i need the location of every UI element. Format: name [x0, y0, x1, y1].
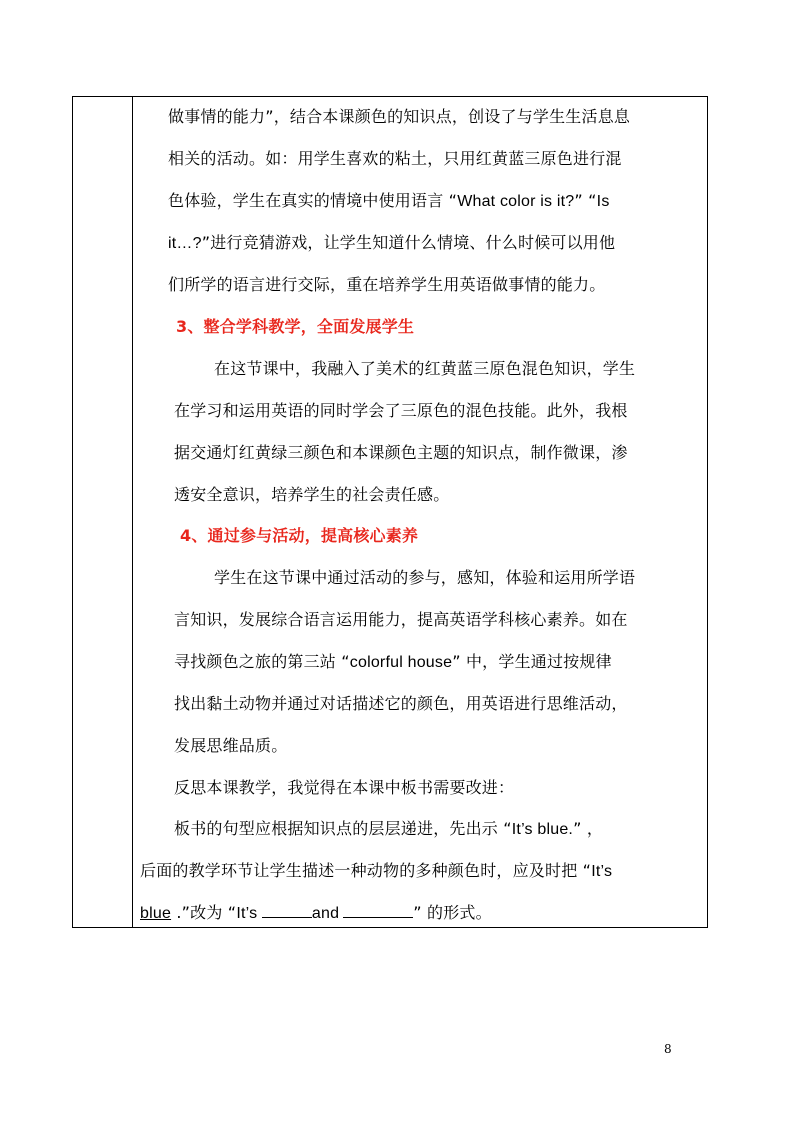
text-span: ” 的形式。 [413, 903, 492, 922]
text-line: 据交通灯红黄绿三颜色和本课颜色主题的知识点，制作微课，渗 [174, 443, 628, 462]
text-line [140, 861, 612, 882]
text-line [168, 233, 615, 254]
text-line: 在这节课中，我融入了美术的红黄蓝三原色混色知识，学生 [214, 359, 636, 378]
text-span: ” 中，学生通过按规律 [452, 652, 612, 671]
text-span: ” “ [574, 191, 597, 210]
underlined-word: blue [140, 905, 172, 922]
text-line [168, 191, 610, 212]
text-span: ” ， [573, 819, 604, 838]
fill-blank-1 [262, 903, 312, 918]
text-line: 在学习和运用英语的同时学会了三原色的混色技能。此外，我根 [174, 401, 628, 420]
text-line [174, 819, 603, 840]
english-phrase: Is [596, 193, 610, 210]
table-right-cell [134, 97, 707, 927]
text-line: 发展思维品质。 [174, 736, 288, 755]
section-heading-4: 4、通过参与活动，提高核心素养 [180, 526, 419, 545]
table-left-cell [73, 97, 133, 927]
page-number: 8 [664, 1042, 672, 1056]
text-line: 们所学的语言进行交际，重在培养学生用英语做事情的能力。 [168, 275, 606, 294]
text-span: .”改为 “ [171, 903, 237, 922]
english-phrase: colorful house [349, 654, 453, 671]
text-line: 反思本课教学，我觉得在本课中板书需要改进： [174, 778, 515, 797]
text-line: 言知识，发展综合语言运用能力，提高英语学科核心素养。如在 [174, 610, 628, 629]
english-phrase: it…? [168, 235, 202, 252]
text-span: 后面的教学环节让学生描述一种动物的多种颜色时，应及时把 “ [140, 861, 592, 880]
text-span: 色体验，学生在真实的情境中使用语言 “ [168, 191, 458, 210]
english-phrase: It’s blue. [511, 821, 574, 838]
english-phrase: What color is it? [457, 193, 575, 210]
text-line: 找出黏土动物并通过对话描述它的颜色，用英语进行思维活动， [174, 694, 628, 713]
english-phrase: It’s [236, 905, 262, 922]
text-line [140, 903, 492, 924]
text-line [174, 652, 612, 673]
text-span: ”进行竞猜游戏，让学生知道什么情境、什么时候可以用他 [201, 233, 616, 252]
text-span: 板书的句型应根据知识点的层层递进，先出示 “ [174, 819, 512, 838]
text-line: 做事情的能力”，结合本课颜色的知识点，创设了与学生生活息息 [168, 107, 631, 126]
text-line: 相关的活动。如：用学生喜欢的粘土，只用红黄蓝三原色进行混 [168, 149, 622, 168]
english-phrase: It’s [591, 863, 613, 880]
fill-blank-2 [343, 903, 413, 918]
text-line: 透安全意识，培养学生的社会责任感。 [174, 485, 450, 504]
english-phrase: and [311, 905, 340, 922]
text-line: 学生在这节课中通过活动的参与，感知，体验和运用所学语 [214, 568, 636, 587]
content-table [72, 96, 708, 928]
section-heading-3: 3、整合学科教学，全面发展学生 [176, 317, 415, 336]
text-span: 寻找颜色之旅的第三站 “ [174, 652, 350, 671]
